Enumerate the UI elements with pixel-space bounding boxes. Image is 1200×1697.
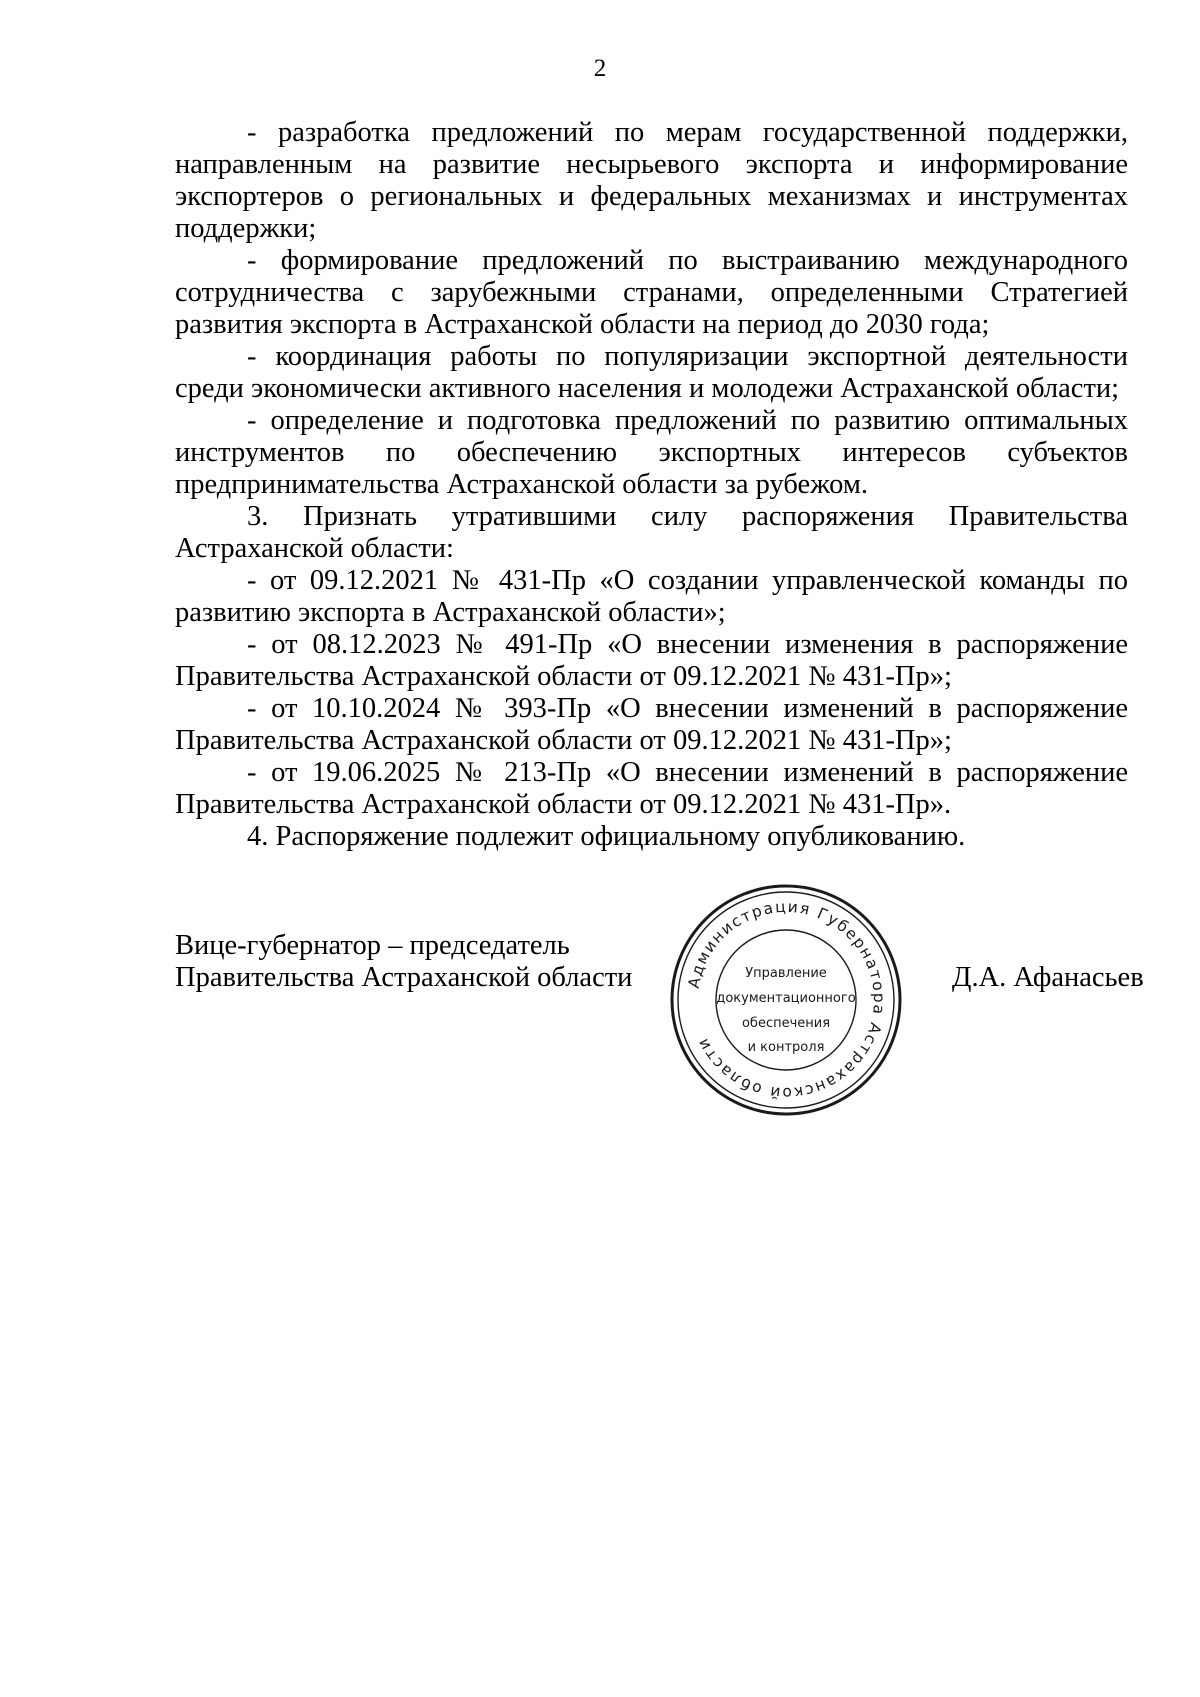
stamp-center-line3: обеспечения (741, 1016, 831, 1031)
signatory-title (175, 930, 632, 994)
document-body (175, 117, 1128, 853)
signature-block (0, 930, 1200, 1150)
signatory-name: Д.А. Афанасьев (952, 962, 1144, 993)
paragraph-repeal-393: - от 10.10.2024 № 393-Пр «О внесении изменений в распоряжение Правительства Астраханской области от 09.12.2021 № 431-Пр»; (175, 693, 1128, 756)
paragraph-international-cooperation: - формирование предложений по выстраиванию международного сотрудничества с зарубежными странами, определенными Стратегией развития экспорта в Астраханской области на период до 2030 года; (175, 245, 1128, 340)
paragraph-item-3-repeal: 3. Признать утратившими силу распоряжения Правительства Астраханской области: (175, 501, 1128, 564)
official-stamp (668, 882, 904, 1118)
paragraph-repeal-431: - от 09.12.2021 № 431-Пр «О создании управленческой команды по развитию экспорта в Астраханской области»; (175, 565, 1128, 628)
page-number: 2 (593, 55, 607, 82)
stamp-center-line4: и контроля (747, 1040, 825, 1055)
stamp-center-line2: документационного (716, 991, 856, 1006)
signatory-title-line1: Вице-губернатор – председатель (175, 930, 570, 961)
paragraph-item-4-publication: 4. Распоряжение подлежит официальному опубликованию. (247, 821, 966, 852)
stamp-center-line1: Управление (745, 966, 827, 981)
paragraph-export-interests-tools: - определение и подготовка предложений по развитию оптимальных инструментов по обеспечению экспортных интересов субъектов предпринимательства Астраханской области за рубежом. (175, 405, 1128, 500)
paragraph-popularization-coordination: - координация работы по популяризации экспортной деятельности среди экономически активного населения и молодежи Астраханской области; (175, 341, 1128, 404)
paragraph-repeal-213: - от 19.06.2025 № 213-Пр «О внесении изменений в распоряжение Правительства Астраханской области от 09.12.2021 № 431-Пр». (175, 757, 1128, 820)
paragraph-repeal-491: - от 08.12.2023 № 491-Пр «О внесении изменения в распоряжение Правительства Астраханской области от 09.12.2021 № 431-Пр»; (175, 629, 1128, 692)
paragraph-export-support-proposals: - разработка предложений по мерам государственной поддержки, направленным на развитие несырьевого экспорта и информирование экспортеров о региональных и федеральных механизмах и инструментах поддержки; (175, 117, 1128, 244)
signatory-title-line2: Правительства Астраханской области (175, 962, 633, 993)
stamp-ring-text: Администрация Губернатора Астраханской области (684, 897, 889, 1103)
